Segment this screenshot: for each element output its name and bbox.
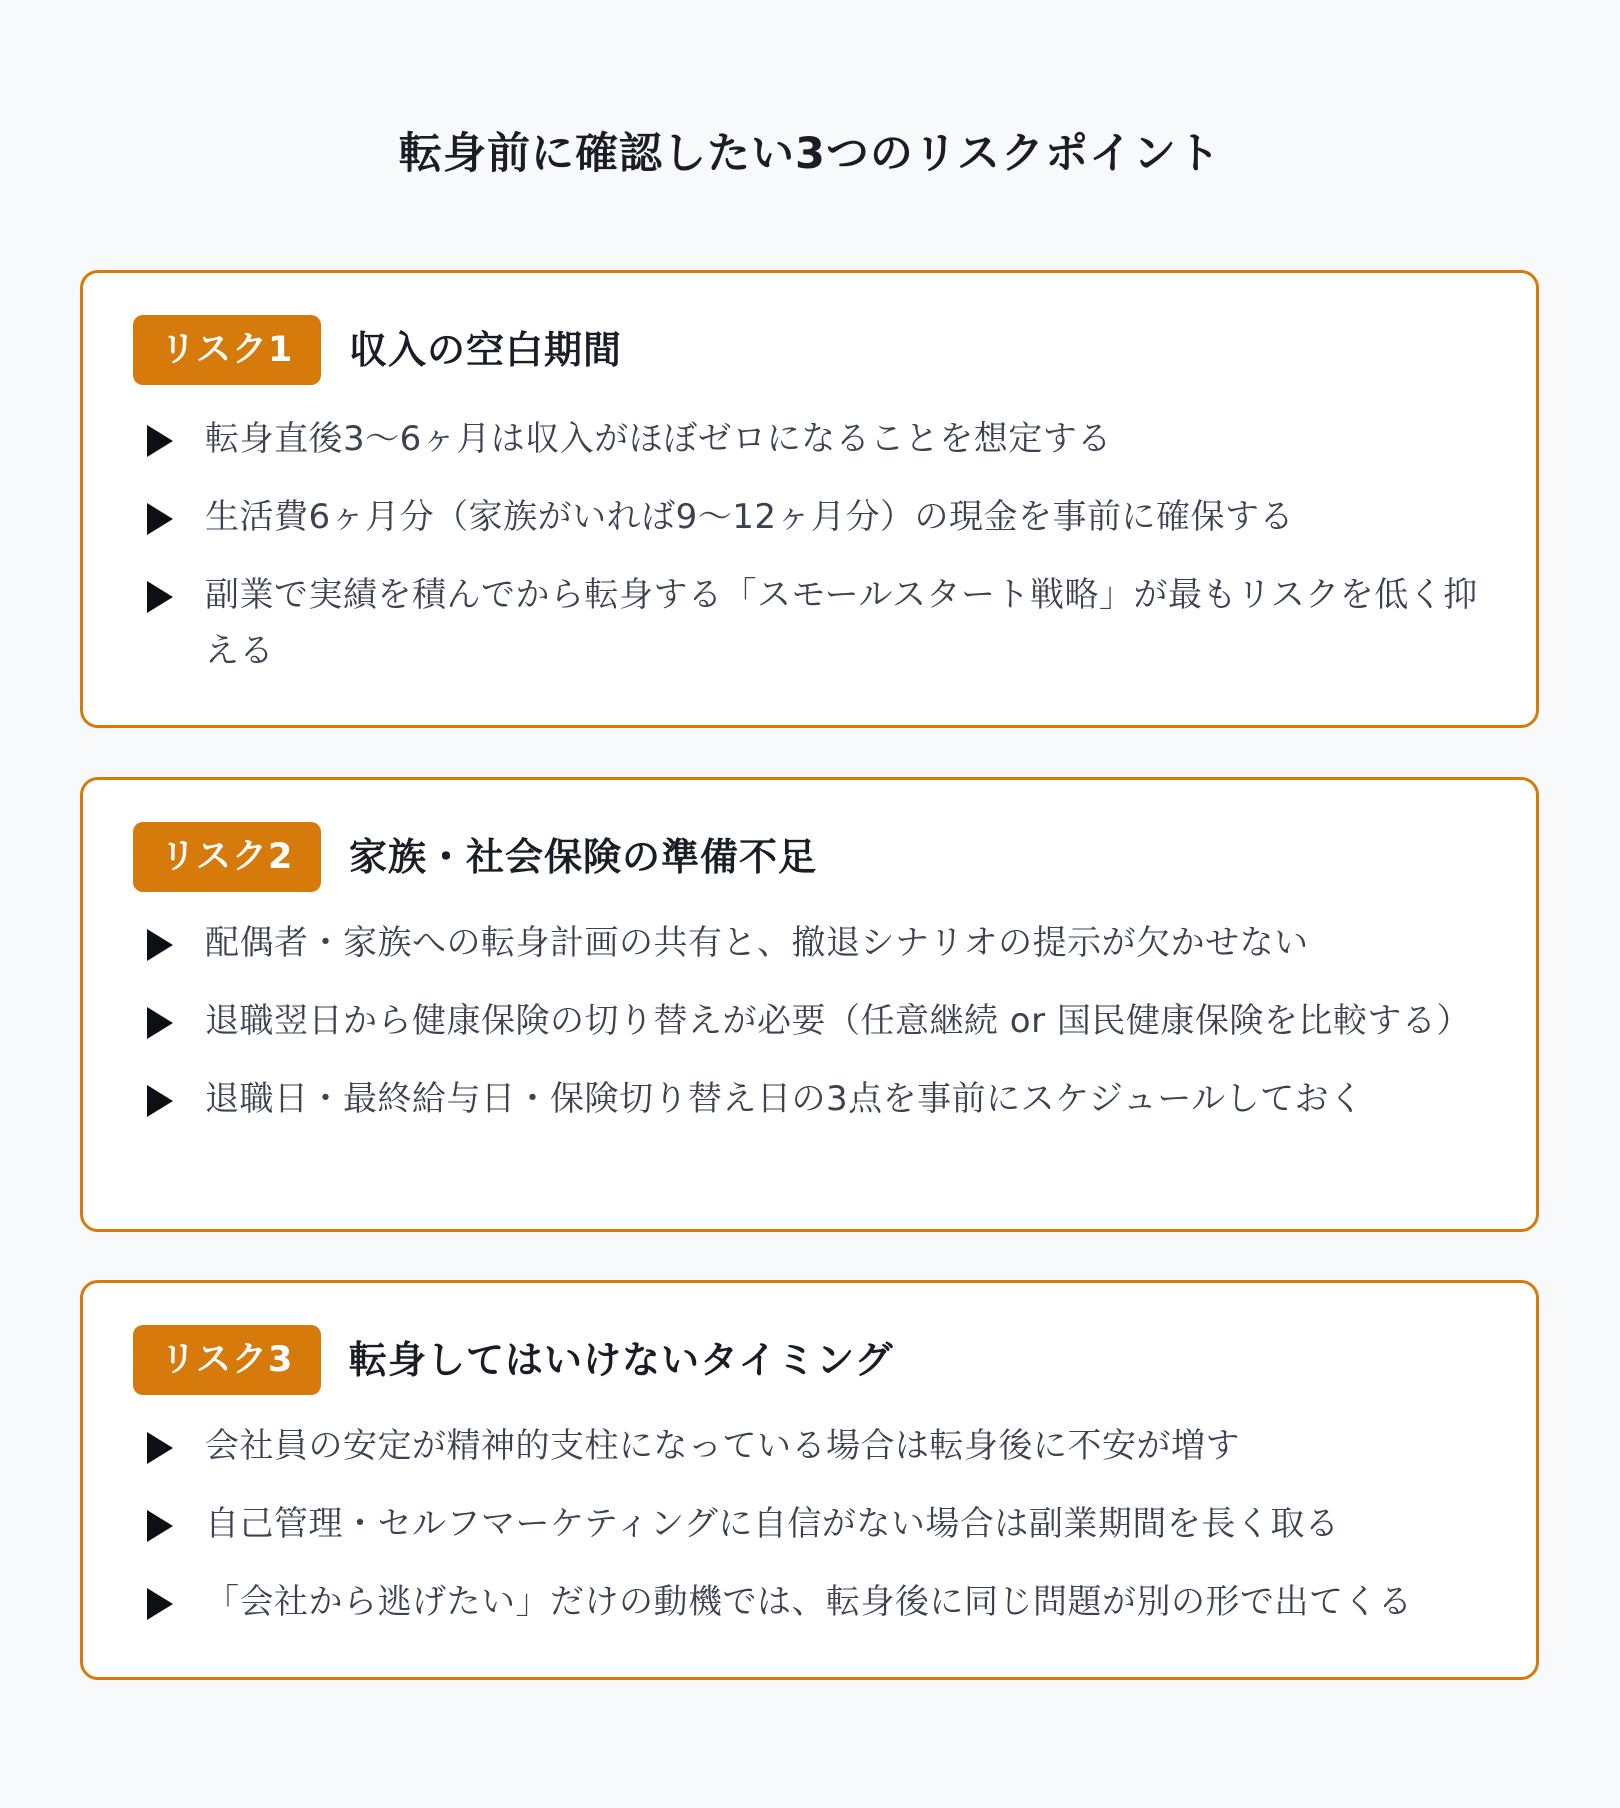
list-item-text: 転身直後3〜6ヶ月は収入がほぼゼロになることを想定する bbox=[205, 419, 1112, 459]
list-item-text: 配偶者・家族への転身計画の共有と、撤退シナリオの提示が欠かせない bbox=[205, 923, 1309, 963]
list-item-text: 退職日・最終給与日・保険切り替え日の3点を事前にスケジュールしておく bbox=[205, 1079, 1364, 1119]
risk-item-list bbox=[141, 915, 1486, 1149]
risk-badge: リスク3 bbox=[133, 1325, 321, 1395]
triangle-bullet-icon bbox=[147, 1007, 173, 1039]
risk-item-list bbox=[141, 1418, 1486, 1652]
triangle-bullet-icon bbox=[147, 1432, 173, 1464]
triangle-bullet-icon bbox=[147, 1510, 173, 1542]
risk-badge: リスク1 bbox=[133, 315, 321, 385]
list-item bbox=[141, 1071, 1486, 1127]
list-item bbox=[141, 567, 1486, 679]
list-item-text: 会社員の安定が精神的支柱になっている場合は転身後に不安が増す bbox=[205, 1426, 1240, 1466]
triangle-bullet-icon bbox=[147, 581, 173, 613]
list-item-text: 副業で実績を積んでから転身する「スモールスタート戦略」が最もリスクを低く抑える bbox=[205, 575, 1478, 671]
risk-item-list bbox=[141, 411, 1486, 701]
list-item bbox=[141, 1496, 1486, 1552]
list-item bbox=[141, 1574, 1486, 1630]
list-item-text: 「会社から逃げたい」だけの動機では、転身後に同じ問題が別の形で出てくる bbox=[205, 1582, 1413, 1622]
list-item-text: 自己管理・セルフマーケティングに自信がない場合は副業期間を長く取る bbox=[205, 1504, 1340, 1544]
triangle-bullet-icon bbox=[147, 1588, 173, 1620]
list-item bbox=[141, 1418, 1486, 1474]
list-item bbox=[141, 915, 1486, 971]
risk-card-2 bbox=[80, 777, 1539, 1232]
triangle-bullet-icon bbox=[147, 503, 173, 535]
risk-card-3 bbox=[80, 1280, 1539, 1680]
risk-card-header bbox=[133, 315, 622, 385]
risk-card-header bbox=[133, 822, 817, 892]
risk-title: 家族・社会保険の準備不足 bbox=[349, 835, 818, 879]
page-title: 転身前に確認したい3つのリスクポイント bbox=[398, 129, 1222, 179]
risk-card-1 bbox=[80, 270, 1539, 728]
list-item-text: 退職翌日から健康保険の切り替えが必要（任意継続 or 国民健康保険を比較する） bbox=[205, 1001, 1471, 1041]
triangle-bullet-icon bbox=[147, 929, 173, 961]
risk-badge: リスク2 bbox=[133, 822, 321, 892]
triangle-bullet-icon bbox=[147, 1085, 173, 1117]
risk-card-header bbox=[133, 1325, 893, 1395]
risk-title: 転身してはいけないタイミング bbox=[349, 1338, 894, 1382]
triangle-bullet-icon bbox=[147, 425, 173, 457]
list-item bbox=[141, 411, 1486, 467]
risk-title: 収入の空白期間 bbox=[349, 328, 623, 372]
list-item bbox=[141, 993, 1486, 1049]
list-item-text: 生活費6ヶ月分（家族がいれば9〜12ヶ月分）の現金を事前に確保する bbox=[205, 497, 1295, 537]
list-item bbox=[141, 489, 1486, 545]
